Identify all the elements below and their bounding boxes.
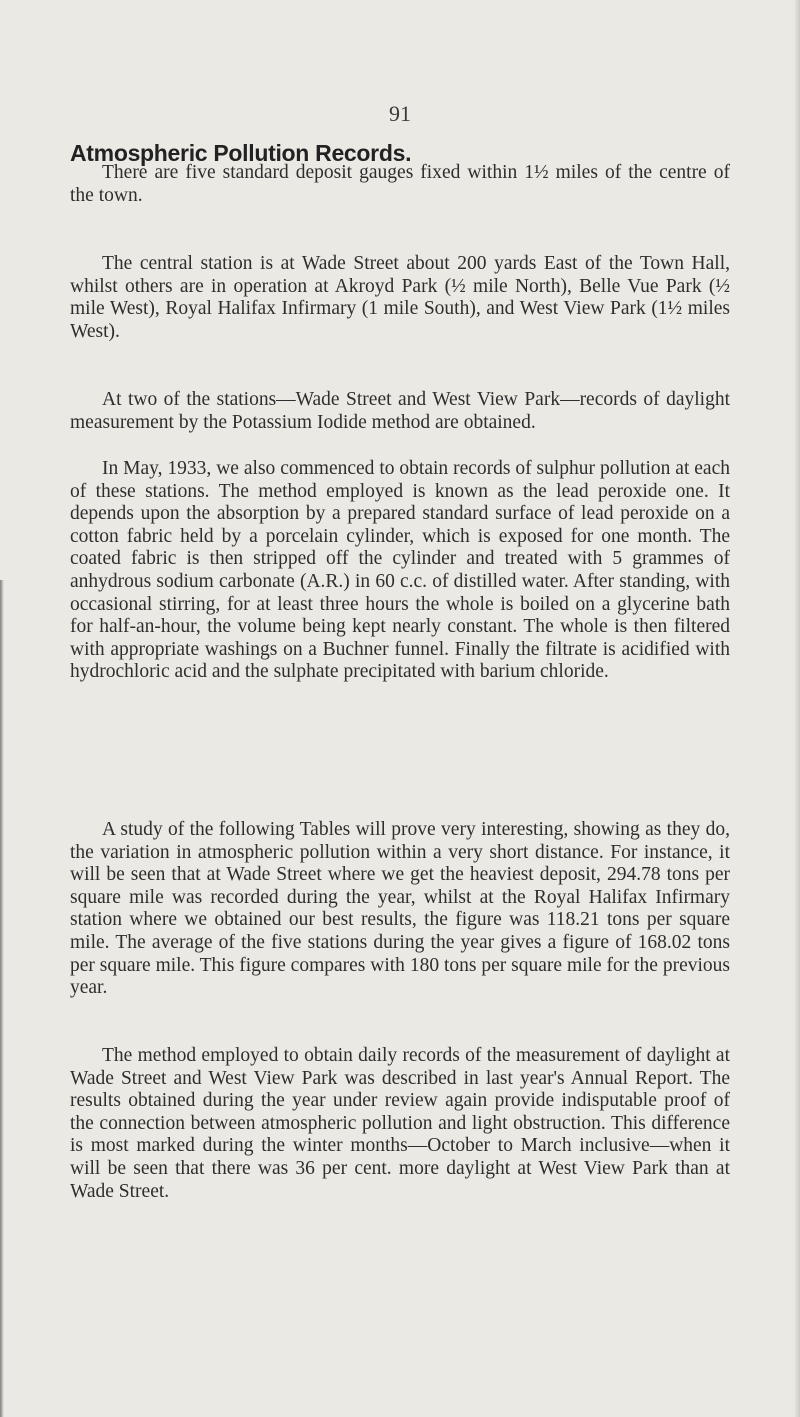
paragraph: There are five standard deposit gauges fixed within 1½ miles of the centre of the town.: [70, 162, 730, 206]
page-number: 91: [389, 101, 411, 126]
paragraph: In May, 1933, we also commenced to obtain records of sulphur pollution at each of these stations. The method employed is known as the lead peroxide one. It depends upon the absorption by a prepared standard surface of lead peroxide on a cotton fabric held by a porcelain cylinder, which is exposed for one month. The coated fabric is then stripped off the cylinder and treated with 5 grammes of anhydrous sodium carbonate (A.R.) in 60 c.c. of distilled water. After standing, with occasional stirring, for at least three hours the whole is boiled on a glycerine bath for half-an-hour, the volume being kept nearly constant. The whole is then filtered with appropriate washings on a Buchner funnel. Finally the filtrate is acidified with hydrochloric acid and the sulphate precipitated with barium chloride.: [70, 458, 730, 683]
binding-shadow: [794, 0, 800, 1417]
paragraph: At two of the stations—Wade Street and West View Park—records of daylight measurement by the Potassium Iodide method are obtained.: [70, 389, 730, 433]
paragraph: The central station is at Wade Street about 200 yards East of the Town Hall, whilst others are in operation at Akroyd Park (½ mile North), Belle Vue Park (½ mile West), Royal Halifax Infirmary (1 mile South), and West View Park (1½ miles West).: [70, 253, 730, 342]
paragraph: A study of the following Tables will prove very interesting, showing as they do, the variation in atmospheric pollution within a very short distance. For instance, it will be seen that at Wade Street where we get the heaviest deposit, 294.78 tons per square mile was recorded during the year, whilst at the Royal Halifax Infirmary station where we obtained our best results, the figure was 118.21 tons per square mile. The average of the five stations during the year gives a figure of 168.02 tons per square mile. This figure compares with 180 tons per square mile for the previous year.: [70, 819, 730, 999]
section-title: Atmospheric Pollution Records.: [70, 140, 412, 166]
page-edge-shadow: [0, 580, 4, 1417]
paragraph: The method employed to obtain daily records of the measurement of daylight at Wade Street and West View Park was described in last year's Annual Report. The results obtained during the year under review again provide indisputable proof of the connection between atmospheric pollution and light obstruction. This difference is most marked during the winter months—October to March inclusive—when it will be seen that there was 36 per cent. more daylight at West View Park than at Wade Street.: [70, 1045, 730, 1202]
